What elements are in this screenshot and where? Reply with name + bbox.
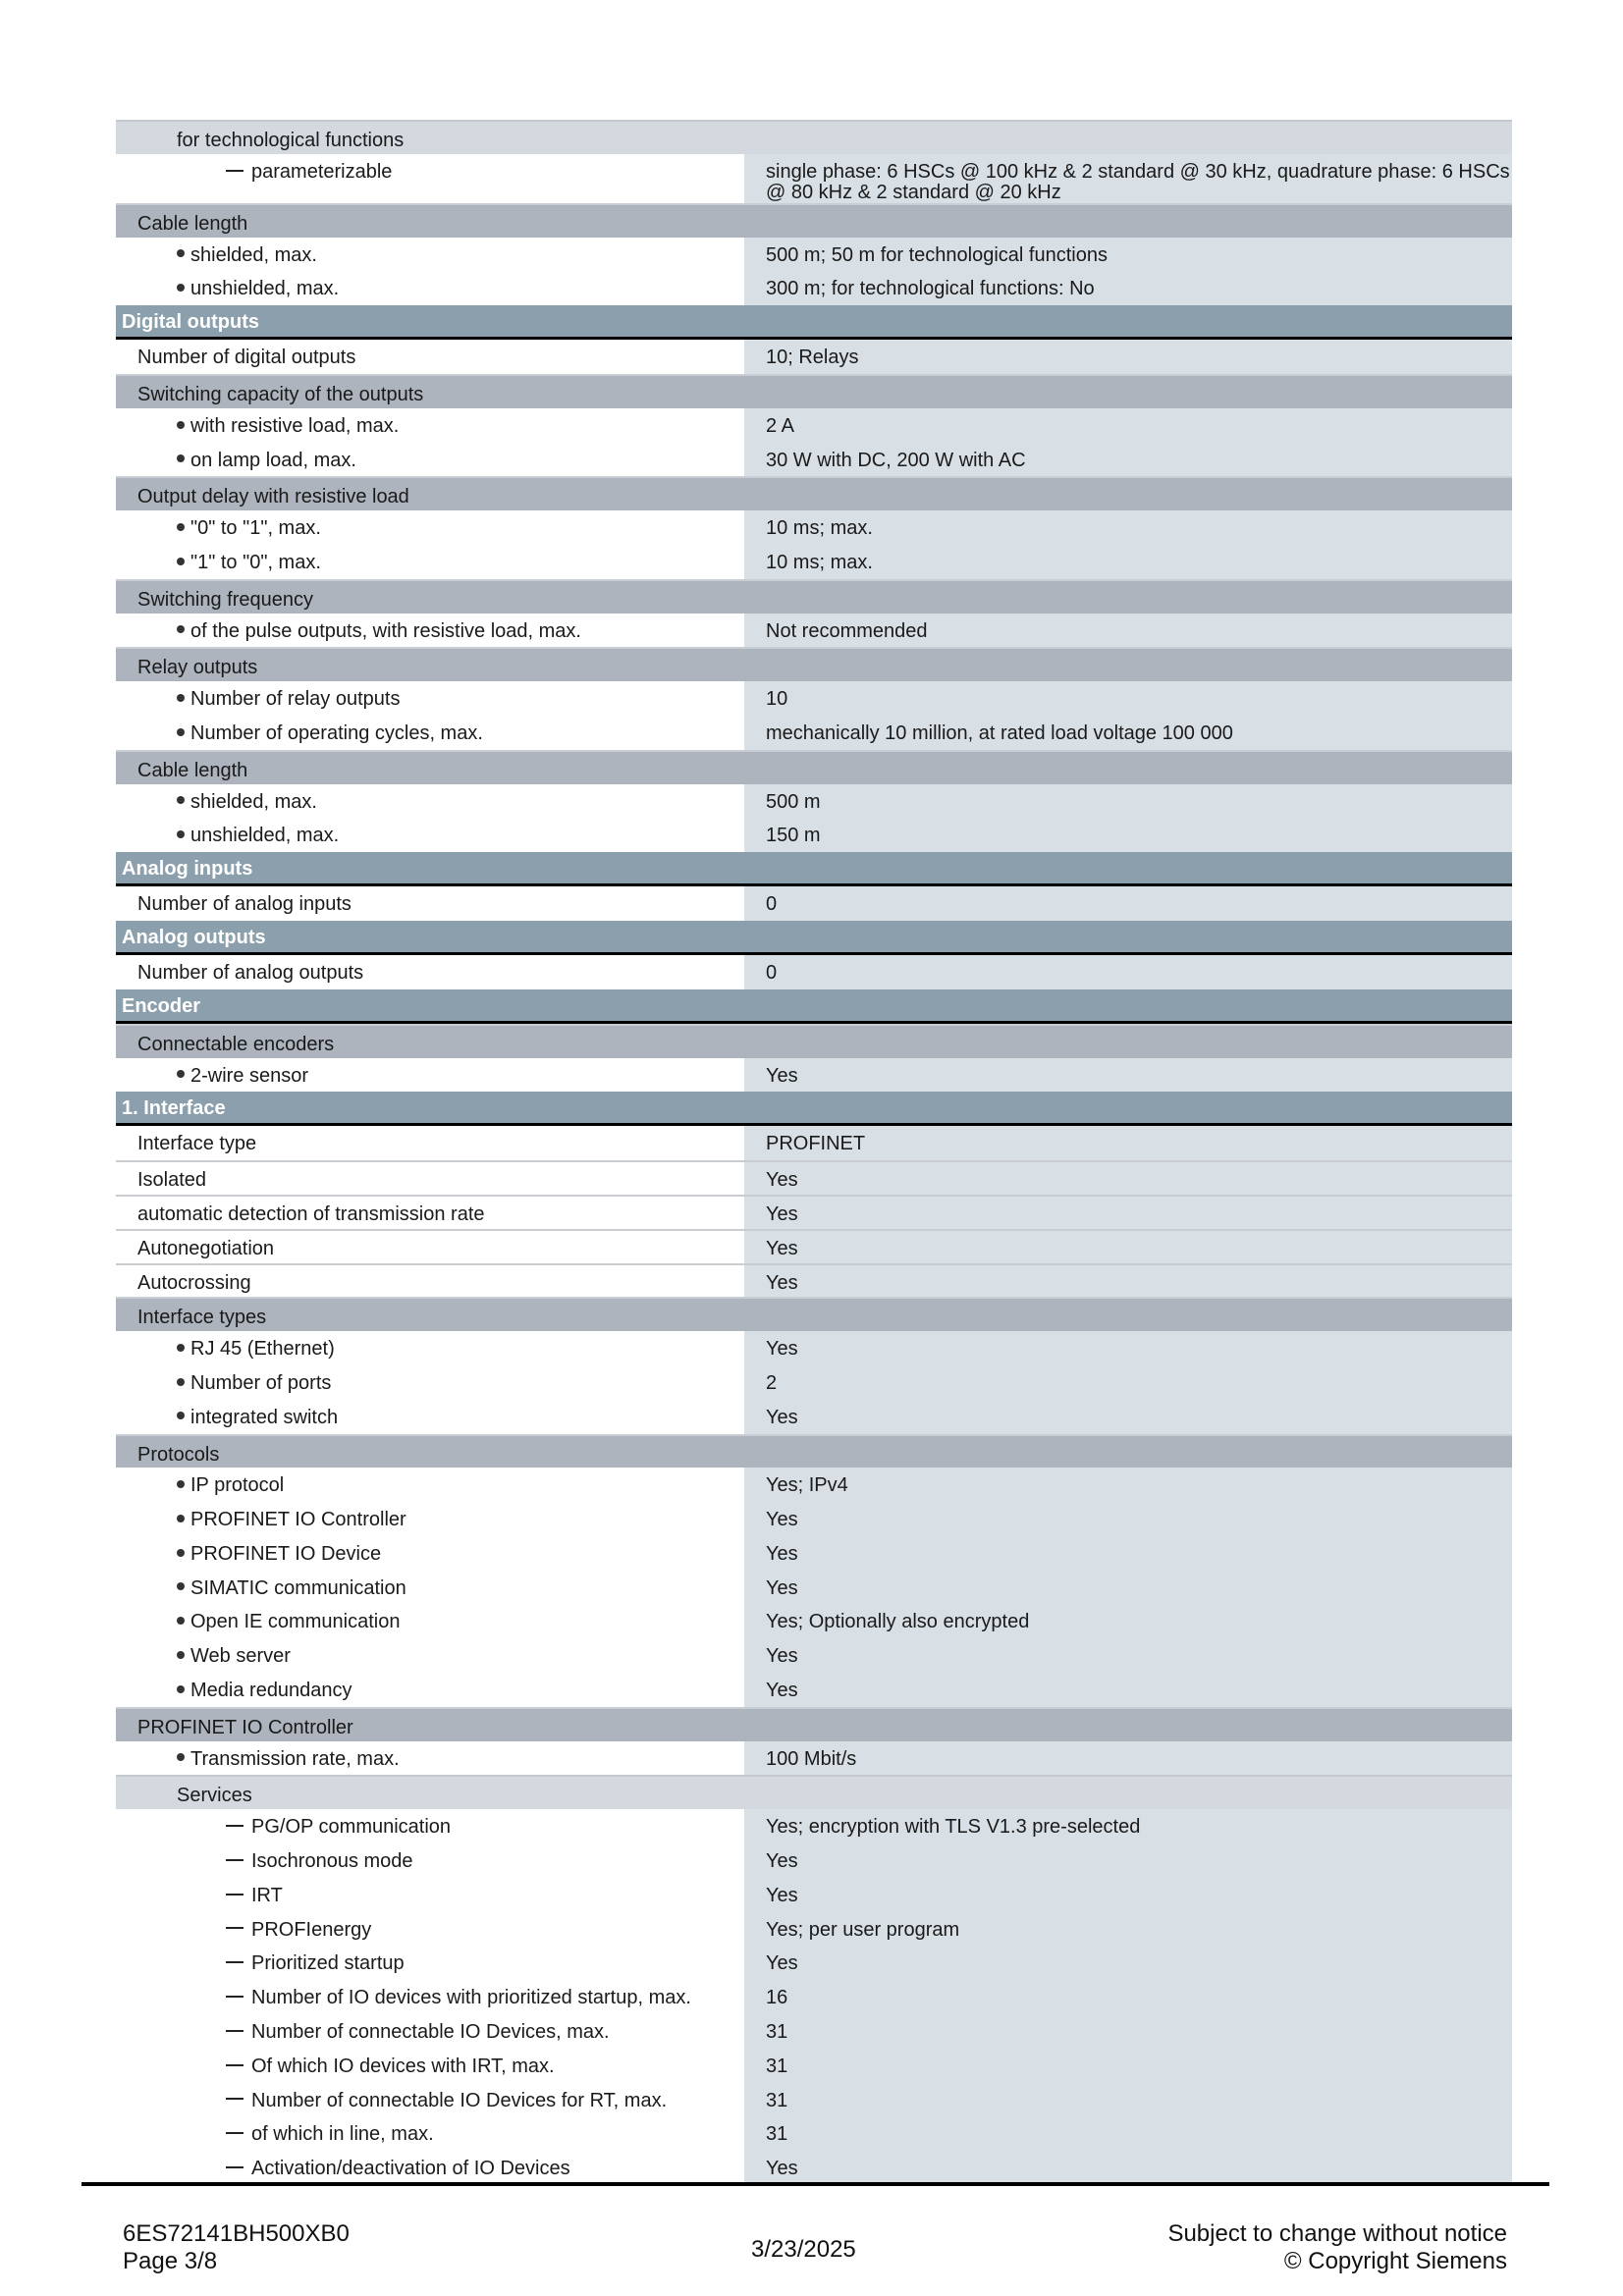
spec-label-text: PROFIenergy — [251, 1918, 372, 1941]
spec-value: 31 — [744, 2116, 1512, 2151]
bullet-icon — [177, 454, 185, 462]
spec-label-text: of which in line, max. — [251, 2123, 434, 2146]
spec-row — [116, 1809, 1512, 1843]
spec-label-text: shielded, max. — [190, 790, 317, 813]
spec-label — [116, 340, 744, 374]
bullet-icon — [177, 1412, 185, 1419]
spec-label-text: Number of ports — [190, 1371, 332, 1394]
spec-label-text: Web server — [190, 1645, 291, 1668]
spec-value: 500 m — [744, 784, 1512, 819]
group-header: Interface types — [116, 1297, 1512, 1331]
spec-label — [116, 1162, 744, 1195]
spec-row — [116, 1126, 1512, 1160]
spec-label-text: Isochronous mode — [251, 1850, 413, 1873]
spec-label-text: SIMATIC communication — [190, 1576, 406, 1599]
section-header: 1. Interface — [116, 1092, 1512, 1126]
spec-label — [116, 2014, 744, 2049]
bullet-icon — [177, 1651, 185, 1659]
spec-value: Yes; Optionally also encrypted — [744, 1604, 1512, 1638]
spec-label — [116, 1673, 744, 1707]
spec-value: 100 Mbit/s — [744, 1741, 1512, 1776]
spec-label — [116, 1843, 744, 1878]
spec-label — [116, 1946, 744, 1980]
dash-icon — [226, 2098, 243, 2100]
spec-value: 0 — [744, 886, 1512, 921]
spec-row — [116, 1365, 1512, 1400]
spec-row — [116, 784, 1512, 819]
spec-row — [116, 1912, 1512, 1947]
bullet-icon — [177, 1344, 185, 1352]
spec-row — [116, 614, 1512, 648]
spec-label-text: Number of digital outputs — [137, 347, 356, 369]
bullet-icon — [177, 1549, 185, 1557]
footer-right — [1167, 2220, 1507, 2275]
spec-label-text: Number of connectable IO Devices for RT, max. — [251, 2089, 668, 2111]
group-header: Switching capacity of the outputs — [116, 374, 1512, 408]
spec-value: 31 — [744, 2049, 1512, 2083]
footer-date: 3/23/2025 — [751, 2236, 856, 2263]
spec-row — [116, 1946, 1512, 1980]
spec-value: Yes — [744, 1638, 1512, 1673]
spec-label — [116, 2151, 744, 2185]
spec-label — [116, 1980, 744, 2014]
spec-row — [116, 1741, 1512, 1776]
spec-value: 0 — [744, 955, 1512, 989]
spec-row — [116, 681, 1512, 716]
dash-icon — [226, 170, 243, 172]
spec-label-text: Autonegotiation — [137, 1237, 275, 1259]
spec-label — [116, 1571, 744, 1605]
spec-value: 500 m; 50 m for technological functions — [744, 238, 1512, 272]
bullet-icon — [177, 1685, 185, 1693]
spec-row — [116, 1878, 1512, 1912]
bullet-icon — [177, 625, 185, 633]
bullet-icon — [177, 694, 185, 702]
spec-value: 10 — [744, 681, 1512, 716]
spec-value: Yes — [744, 1878, 1512, 1912]
spec-value: 2 — [744, 1365, 1512, 1400]
spec-row — [116, 1195, 1512, 1229]
spec-label — [116, 2116, 744, 2151]
spec-row — [116, 818, 1512, 852]
dash-icon — [226, 1961, 243, 1963]
bullet-icon — [177, 523, 185, 531]
dash-icon — [226, 1927, 243, 1929]
spec-label — [116, 443, 744, 477]
bullet-icon — [177, 796, 185, 804]
spec-label-text: Number of analog inputs — [137, 893, 352, 916]
section-header: Analog outputs — [116, 921, 1512, 955]
spec-value: Yes — [744, 2151, 1512, 2185]
spec-label — [116, 614, 744, 648]
spec-value: single phase: 6 HSCs @ 100 kHz & 2 standard @ 30 kHz, quadrature phase: 6 HSCs @ 80 kHz & 2 standard @ 20 kHz — [744, 154, 1512, 203]
spec-label-text: Open IE communication — [190, 1611, 401, 1633]
spec-label-text: Activation/deactivation of IO Devices — [251, 2158, 570, 2180]
spec-value: PROFINET — [744, 1126, 1512, 1160]
spec-label — [116, 1809, 744, 1843]
spec-label-text: shielded, max. — [190, 243, 317, 266]
spec-row — [116, 1468, 1512, 1502]
bullet-icon — [177, 728, 185, 736]
spec-row — [116, 271, 1512, 305]
spec-row — [116, 154, 1512, 203]
spec-row — [116, 510, 1512, 545]
spec-value: Yes — [744, 1197, 1512, 1229]
spec-label-text: "0" to "1", max. — [190, 517, 321, 540]
spec-label-text: Interface type — [137, 1133, 257, 1155]
spec-label — [116, 1468, 744, 1502]
spec-row — [116, 408, 1512, 443]
bullet-icon — [177, 249, 185, 257]
spec-label-text: Autocrossing — [137, 1271, 251, 1294]
footer-left — [123, 2220, 350, 2275]
spec-row — [116, 1638, 1512, 1673]
spec-row — [116, 886, 1512, 921]
spec-row — [116, 443, 1512, 477]
spec-row — [116, 1673, 1512, 1707]
spec-label — [116, 2049, 744, 2083]
spec-label — [116, 886, 744, 921]
spec-label — [116, 271, 744, 305]
spec-label-text: parameterizable — [251, 160, 393, 183]
group-header: Cable length — [116, 750, 1512, 784]
spec-value: 31 — [744, 2083, 1512, 2117]
spec-value: Yes — [744, 1400, 1512, 1434]
spec-label — [116, 1912, 744, 1947]
spec-row — [116, 2151, 1512, 2185]
spec-label-text: unshielded, max. — [190, 825, 340, 847]
group-header: Services — [116, 1775, 1512, 1809]
spec-row — [116, 1331, 1512, 1365]
dash-icon — [226, 1996, 243, 1998]
bullet-icon — [177, 1480, 185, 1488]
spec-label-text: Number of relay outputs — [190, 688, 401, 711]
bullet-icon — [177, 1515, 185, 1522]
spec-label — [116, 1126, 744, 1160]
spec-value: Yes — [744, 1058, 1512, 1093]
spec-value: 30 W with DC, 200 W with AC — [744, 443, 1512, 477]
spec-label — [116, 1231, 744, 1263]
footer-divider — [81, 2182, 1549, 2186]
spec-row — [116, 340, 1512, 374]
bullet-icon — [177, 1070, 185, 1078]
dash-icon — [226, 1825, 243, 1827]
spec-label — [116, 784, 744, 819]
spec-value: 10; Relays — [744, 340, 1512, 374]
spec-value: Yes — [744, 1231, 1512, 1263]
spec-value: Yes — [744, 1265, 1512, 1298]
spec-label — [116, 1604, 744, 1638]
spec-label — [116, 408, 744, 443]
spec-label-text: IRT — [251, 1884, 283, 1906]
spec-label — [116, 818, 744, 852]
spec-label-text: IP protocol — [190, 1474, 285, 1497]
group-header: Switching frequency — [116, 579, 1512, 614]
spec-row — [116, 1263, 1512, 1298]
spec-value: Yes — [744, 1843, 1512, 1878]
spec-value: Yes; per user program — [744, 1912, 1512, 1947]
section-header: Encoder — [116, 989, 1512, 1024]
spec-label-text: unshielded, max. — [190, 278, 340, 300]
group-header: Protocols — [116, 1434, 1512, 1468]
spec-label-text: with resistive load, max. — [190, 414, 400, 437]
spec-row — [116, 2049, 1512, 2083]
spec-row — [116, 1502, 1512, 1536]
spec-value: Yes — [744, 1331, 1512, 1365]
spec-row — [116, 1058, 1512, 1093]
spec-label — [116, 1265, 744, 1298]
spec-label — [116, 955, 744, 989]
spec-row — [116, 1229, 1512, 1263]
spec-label-text: Prioritized startup — [251, 1952, 405, 1975]
spec-label — [116, 2083, 744, 2117]
spec-label-text: on lamp load, max. — [190, 449, 356, 471]
spec-label — [116, 238, 744, 272]
spec-label — [116, 1058, 744, 1093]
dash-icon — [226, 2132, 243, 2134]
spec-value: 16 — [744, 1980, 1512, 2014]
group-header: Output delay with resistive load — [116, 476, 1512, 510]
dash-icon — [226, 1859, 243, 1861]
change-notice: Subject to change without notice — [1167, 2220, 1507, 2247]
spec-label-text: of the pulse outputs, with resistive load, max. — [190, 619, 581, 642]
spec-value: 300 m; for technological functions: No — [744, 271, 1512, 305]
spec-row — [116, 1980, 1512, 2014]
spec-label — [116, 1536, 744, 1571]
spec-label-text: automatic detection of transmission rate — [137, 1202, 485, 1225]
spec-value: Yes — [744, 1571, 1512, 1605]
spec-value: Yes; encryption with TLS V1.3 pre-selected — [744, 1809, 1512, 1843]
spec-label-text: Media redundancy — [190, 1680, 352, 1702]
spec-value: 31 — [744, 2014, 1512, 2049]
spec-label-text: RJ 45 (Ethernet) — [190, 1338, 335, 1361]
spec-row — [116, 1536, 1512, 1571]
bullet-icon — [177, 1582, 185, 1590]
spec-label-text: integrated switch — [190, 1406, 339, 1428]
spec-label-text: Transmission rate, max. — [190, 1747, 400, 1770]
spec-label — [116, 681, 744, 716]
spec-label — [116, 545, 744, 579]
spec-row — [116, 1400, 1512, 1434]
bullet-icon — [177, 421, 185, 429]
dash-icon — [226, 2030, 243, 2032]
spec-value: Yes — [744, 1162, 1512, 1195]
spec-label-text: Number of IO devices with prioritized startup, max. — [251, 1987, 691, 2009]
spec-label-text: Number of connectable IO Devices, max. — [251, 2021, 610, 2044]
spec-row — [116, 1604, 1512, 1638]
spec-label — [116, 1502, 744, 1536]
section-header: Analog inputs — [116, 852, 1512, 886]
spec-label — [116, 1878, 744, 1912]
spec-label-text: Number of analog outputs — [137, 961, 364, 984]
spec-label — [116, 1741, 744, 1776]
spec-label-text: Number of operating cycles, max. — [190, 721, 483, 744]
spec-label — [116, 1197, 744, 1229]
bullet-icon — [177, 1378, 185, 1386]
spec-row — [116, 545, 1512, 579]
spec-label — [116, 1638, 744, 1673]
spec-label — [116, 1400, 744, 1434]
section-header: Digital outputs — [116, 305, 1512, 340]
group-header: Cable length — [116, 203, 1512, 238]
bullet-icon — [177, 830, 185, 838]
spec-value: Yes — [744, 1502, 1512, 1536]
spec-label-text: Isolated — [137, 1169, 207, 1192]
dash-icon — [226, 2064, 243, 2066]
spec-label — [116, 716, 744, 750]
page-number: Page 3/8 — [123, 2248, 218, 2274]
copyright: © Copyright Siemens — [1283, 2248, 1507, 2274]
spec-value: 2 A — [744, 408, 1512, 443]
spec-value: Yes — [744, 1536, 1512, 1571]
spec-label-text: PG/OP communication — [251, 1816, 452, 1839]
spec-value: 150 m — [744, 818, 1512, 852]
group-header: Relay outputs — [116, 647, 1512, 681]
spec-row — [116, 2116, 1512, 2151]
spec-label-text: Of which IO devices with IRT, max. — [251, 2055, 555, 2077]
spec-row — [116, 238, 1512, 272]
spec-label-text: 2-wire sensor — [190, 1064, 309, 1087]
spec-row — [116, 1843, 1512, 1878]
spec-label — [116, 1331, 744, 1365]
spec-label — [116, 1365, 744, 1400]
group-header: for technological functions — [116, 120, 1512, 154]
spec-value: mechanically 10 million, at rated load voltage 100 000 — [744, 716, 1512, 750]
bullet-icon — [177, 558, 185, 565]
spec-label-text: "1" to "0", max. — [190, 551, 321, 573]
spec-value: Not recommended — [744, 614, 1512, 648]
bullet-icon — [177, 1617, 185, 1625]
spec-label — [116, 154, 744, 203]
spec-value: 10 ms; max. — [744, 545, 1512, 579]
dash-icon — [226, 1894, 243, 1896]
spec-value: Yes — [744, 1673, 1512, 1707]
spec-table — [116, 120, 1512, 2185]
spec-label-text: PROFINET IO Controller — [190, 1509, 406, 1531]
article-number: 6ES72141BH500XB0 — [123, 2220, 350, 2247]
spec-row — [116, 955, 1512, 989]
spec-row — [116, 716, 1512, 750]
spec-value: 10 ms; max. — [744, 510, 1512, 545]
spec-row — [116, 1571, 1512, 1605]
spec-row — [116, 2083, 1512, 2117]
spec-row — [116, 2014, 1512, 2049]
bullet-icon — [177, 1753, 185, 1761]
spec-row — [116, 1160, 1512, 1195]
spec-value: Yes — [744, 1946, 1512, 1980]
spec-label-text: PROFINET IO Device — [190, 1542, 382, 1565]
dash-icon — [226, 2166, 243, 2168]
spec-value: Yes; IPv4 — [744, 1468, 1512, 1502]
spec-label — [116, 510, 744, 545]
group-header: Connectable encoders — [116, 1024, 1512, 1058]
bullet-icon — [177, 284, 185, 292]
group-header: PROFINET IO Controller — [116, 1707, 1512, 1741]
